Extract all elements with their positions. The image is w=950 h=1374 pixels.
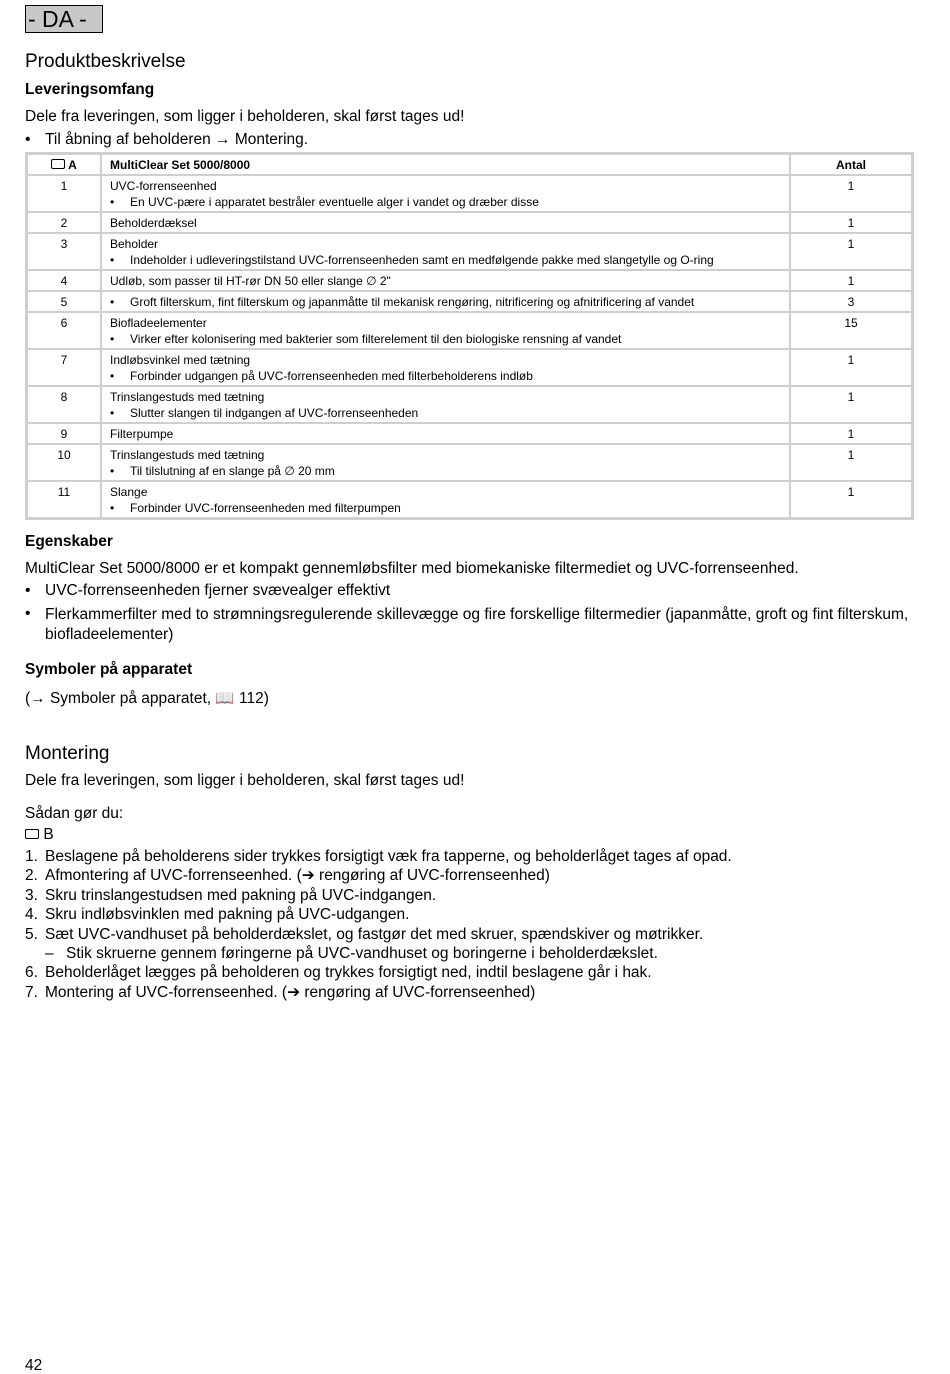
row-note xyxy=(110,463,781,479)
row-name: Udløb, som passer til HT-rør DN 50 eller slange ∅ 2" xyxy=(110,274,391,288)
header-qty: Antal xyxy=(790,154,912,175)
table-row xyxy=(27,386,912,423)
row-qty: 1 xyxy=(790,386,912,423)
row-number: 1 xyxy=(27,175,101,212)
step-text: Afmontering af UVC-forrenseenhed. (➔ rengøring af UVC-forrenseenhed) xyxy=(45,867,550,885)
step-number: 4. xyxy=(25,906,38,924)
bullet-dot: • xyxy=(110,464,115,478)
row-number: 11 xyxy=(27,481,101,518)
mounting-intro: Dele fra leveringen, som ligger i beholderen, skal først tages ud! xyxy=(25,772,465,789)
row-note-text: Virker efter kolonisering med bakterier som filterelement til den biologiske rensning af vandet xyxy=(130,332,622,346)
row-note xyxy=(110,331,781,347)
row-number: 2 xyxy=(27,212,101,233)
row-note xyxy=(110,405,781,421)
row-qty: 1 xyxy=(790,270,912,291)
row-note xyxy=(110,252,781,268)
header-figure xyxy=(27,154,101,175)
step-number: – xyxy=(45,944,54,962)
table-row xyxy=(27,212,912,233)
bullet-text: UVC-forrenseenheden fjerner svævealger effektivt xyxy=(45,582,391,599)
table-row xyxy=(27,270,912,291)
mounting-howto: Sådan gør du: xyxy=(25,805,124,822)
row-name: Beholder xyxy=(110,237,159,251)
step-number: 3. xyxy=(25,886,38,904)
figure-icon xyxy=(51,159,65,169)
row-note-text: Forbinder udgangen på UVC-forrenseenheden med filterbeholderens indløb xyxy=(130,369,533,383)
language-tag: - DA - xyxy=(25,5,103,33)
bullet-dot: • xyxy=(25,605,31,622)
features-title: Egenskaber xyxy=(25,533,113,550)
section-title-mounting: Montering xyxy=(25,743,110,764)
table-header-row xyxy=(27,154,912,175)
row-qty: 15 xyxy=(790,312,912,349)
row-name: Filterpumpe xyxy=(110,427,174,441)
step-text: Stik skruerne gennem føringerne på UVC-vandhuset og boringerne i beholderdækslet. xyxy=(66,944,658,962)
figure-icon xyxy=(25,829,39,839)
header-product: MultiClear Set 5000/8000 xyxy=(101,154,790,175)
row-number: 7 xyxy=(27,349,101,386)
row-qty: 1 xyxy=(790,233,912,270)
row-note-text: Slutter slangen til indgangen af UVC-forrenseenheden xyxy=(130,406,419,420)
row-number: 5 xyxy=(27,291,101,312)
bullet-dot: • xyxy=(110,332,115,346)
row-description xyxy=(101,291,790,312)
mounting-figure-ref xyxy=(25,826,54,844)
bullet-dot: • xyxy=(110,369,115,383)
row-qty: 1 xyxy=(790,175,912,212)
row-description xyxy=(101,233,790,270)
row-description xyxy=(101,481,790,518)
row-note xyxy=(110,294,781,310)
row-note-text: Til tilslutning af en slange på ∅ 20 mm xyxy=(130,464,335,478)
table-row xyxy=(27,349,912,386)
row-number: 3 xyxy=(27,233,101,270)
row-note-text: En UVC-pære i apparatet bestråler eventuelle alger i vandet og dræber disse xyxy=(130,195,539,209)
step-text: Montering af UVC-forrenseenhed. (➔ rengøring af UVC-forrenseenhed) xyxy=(45,983,536,1001)
step-number: 1. xyxy=(25,848,38,865)
step-text: Skru trinslangestudsen med pakning på UVC-indgangen. xyxy=(45,886,437,904)
bullet-dot: • xyxy=(110,195,115,209)
delivery-table xyxy=(25,152,914,520)
table-row xyxy=(27,233,912,270)
row-number: 9 xyxy=(27,423,101,444)
row-qty: 1 xyxy=(790,212,912,233)
bullet-dot: • xyxy=(25,582,31,599)
row-note xyxy=(110,368,781,384)
bullet-dot: • xyxy=(25,131,31,148)
row-description xyxy=(101,423,790,444)
row-qty: 1 xyxy=(790,349,912,386)
row-name: Trinslangestuds med tætning xyxy=(110,390,265,404)
table-row xyxy=(27,444,912,481)
bullet-text: Flerkammerfilter med to strømningsregulerende skillevægge og fire forskellige filtermedier (japanmåtte, groft og fint filterskum, biofladeelementer) xyxy=(45,606,909,643)
row-note-text: Forbinder UVC-forrenseenheden med filterpumpen xyxy=(130,501,401,515)
row-qty: 1 xyxy=(790,444,912,481)
row-qty: 3 xyxy=(790,291,912,312)
row-qty: 1 xyxy=(790,423,912,444)
step-text: Skru indløbsvinklen med pakning på UVC-udgangen. xyxy=(45,906,410,924)
table-row xyxy=(27,481,912,518)
bullet-dot: • xyxy=(110,406,115,420)
row-name: UVC-forrenseenhed xyxy=(110,179,217,193)
row-description xyxy=(101,444,790,481)
symbols-title: Symboler på apparatet xyxy=(25,661,193,678)
row-number: 6 xyxy=(27,312,101,349)
page-number: 42 xyxy=(25,1357,43,1374)
table-row xyxy=(27,423,912,444)
symbols-ref: (→ Symboler på apparatet, 📖 112) xyxy=(25,690,269,707)
step-text: Beslagene på beholderens sider trykkes forsigtigt væk fra tapperne, og beholderlåget tages af opad. xyxy=(45,848,732,865)
row-description xyxy=(101,270,790,291)
subtitle-delivery: Leveringsomfang xyxy=(25,81,155,98)
step-text: Sæt UVC-vandhuset på beholderdækslet, og fastgør det med skruer, spændskiver og møtrikker. xyxy=(45,925,704,943)
row-note-text: Groft filterskum, fint filterskum og japanmåtte til mekanisk rengøring, nitrificering og afnitrificering af vandet xyxy=(130,295,695,309)
row-note xyxy=(110,500,781,516)
row-description xyxy=(101,386,790,423)
step-number: 5. xyxy=(25,925,38,943)
table-row xyxy=(27,291,912,312)
bullet-dot: • xyxy=(110,295,115,309)
bullet-dot: • xyxy=(110,501,115,515)
row-name: Biofladeelementer xyxy=(110,316,207,330)
row-description xyxy=(101,175,790,212)
step-number: 6. xyxy=(25,964,38,982)
section-title-product: Produktbeskrivelse xyxy=(25,51,186,72)
figure-label: B xyxy=(43,826,54,843)
row-name: Trinslangestuds med tætning xyxy=(110,448,265,462)
bullet-dot: • xyxy=(110,253,115,267)
row-number: 4 xyxy=(27,270,101,291)
features-intro: MultiClear Set 5000/8000 er et kompakt gennemløbsfilter med biomekaniske filtermediet og UVC-forrenseenhed. xyxy=(25,560,799,577)
table-body xyxy=(27,175,912,518)
step-number: 2. xyxy=(25,867,38,885)
row-name: Slange xyxy=(110,485,148,499)
row-note-text: Indeholder i udleveringstilstand UVC-forrenseenheden samt en medfølgende pakke med slangetylle og O-ring xyxy=(130,253,714,267)
bullet-text: Til åbning af beholderen → Montering. xyxy=(45,131,309,148)
row-name: Indløbsvinkel med tætning xyxy=(110,353,251,367)
table-row xyxy=(27,175,912,212)
row-number: 10 xyxy=(27,444,101,481)
delivery-intro: Dele fra leveringen, som ligger i beholderen, skal først tages ud! xyxy=(25,108,465,125)
step-number: 7. xyxy=(25,983,38,1001)
step-text: Beholderlåget lægges på beholderen og trykkes forsigtigt ned, indtil beslagene går i hak. xyxy=(45,964,652,982)
table-row xyxy=(27,312,912,349)
row-description xyxy=(101,312,790,349)
row-number: 8 xyxy=(27,386,101,423)
row-name: Beholderdæksel xyxy=(110,216,197,230)
header-figure-label: A xyxy=(68,158,77,172)
row-note xyxy=(110,194,781,210)
row-description xyxy=(101,349,790,386)
row-description xyxy=(101,212,790,233)
row-qty: 1 xyxy=(790,481,912,518)
